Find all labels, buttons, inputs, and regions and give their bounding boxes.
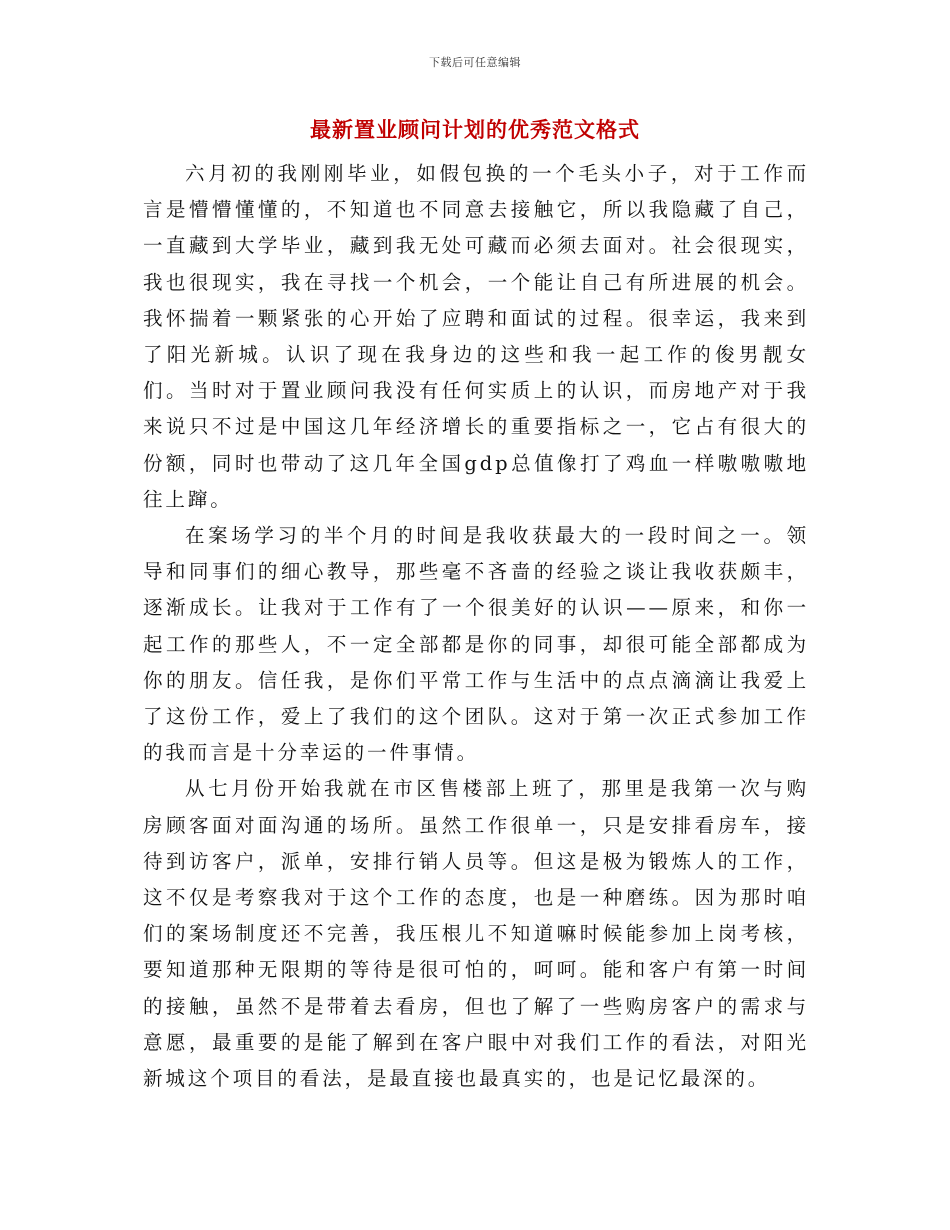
document-body bbox=[143, 156, 809, 1097]
document-title: 最新置业顾问计划的优秀范文格式 bbox=[310, 117, 640, 142]
paragraph-1: 六月初的我刚刚毕业，如假包换的一个毛头小子，对于工作而言是懵懵懂懂的，不知道也不同意去接触它，所以我隐藏了自己，一直藏到大学毕业，藏到我无处可藏而必须去面对。社会很现实，我也很现实，我在寻找一个机会，一个能让自己有所进展的机会。我怀揣着一颗紧张的心开始了应聘和面试的过程。很幸运，我来到了阳光新城。认识了现在我身边的这些和我一起工作的俊男靓女们。当时对于置业顾问我没有任何实质上的认识，而房地产对于我来说只不过是中国这几年经济增长的重要指标之一，它占有很大的份额，同时也带动了这几年全国gdp总值像打了鸡血一样嗷嗷嗷地往上蹿。 bbox=[143, 162, 809, 511]
paragraph-3: 从七月份开始我就在市区售楼部上班了，那里是我第一次与购房顾客面对面沟通的场所。虽然工作很单一，只是安排看房车，接待到访客户，派单，安排行销人员等。但这是极为锻炼人的工作，这不仅是考察我对于这个工作的态度，也是一种磨练。因为那时咱们的案场制度还不完善，我压根儿不知道嘛时候能参加上岗考核，要知道那种无限期的等待是很可怕的，呵呵。能和客户有第一时间的接触，虽然不是带着去看房，但也了解了一些购房客户的需求与意愿，最重要的是能了解到在客户眼中对我们工作的看法，对阳光新城这个项目的看法，是最直接也最真实的，也是记忆最深的。 bbox=[143, 777, 809, 1091]
paragraph-2: 在案场学习的半个月的时间是我收获最大的一段时间之一。领导和同事们的细心教导，那些毫不吝啬的经验之谈让我收获颇丰，逐渐成长。让我对于工作有了一个很美好的认识——原来，和你一起工作的那些人，不一定全部都是你的同事，却很可能全部都成为你的朋友。信任我，是你们平常工作与生活中的点点滴滴让我爱上了这份工作，爱上了我们的这个团队。这对于第一次正式参加工作的我而言是十分幸运的一件事情。 bbox=[143, 524, 809, 765]
page-header-note: 下载后可任意编辑 bbox=[429, 56, 521, 69]
